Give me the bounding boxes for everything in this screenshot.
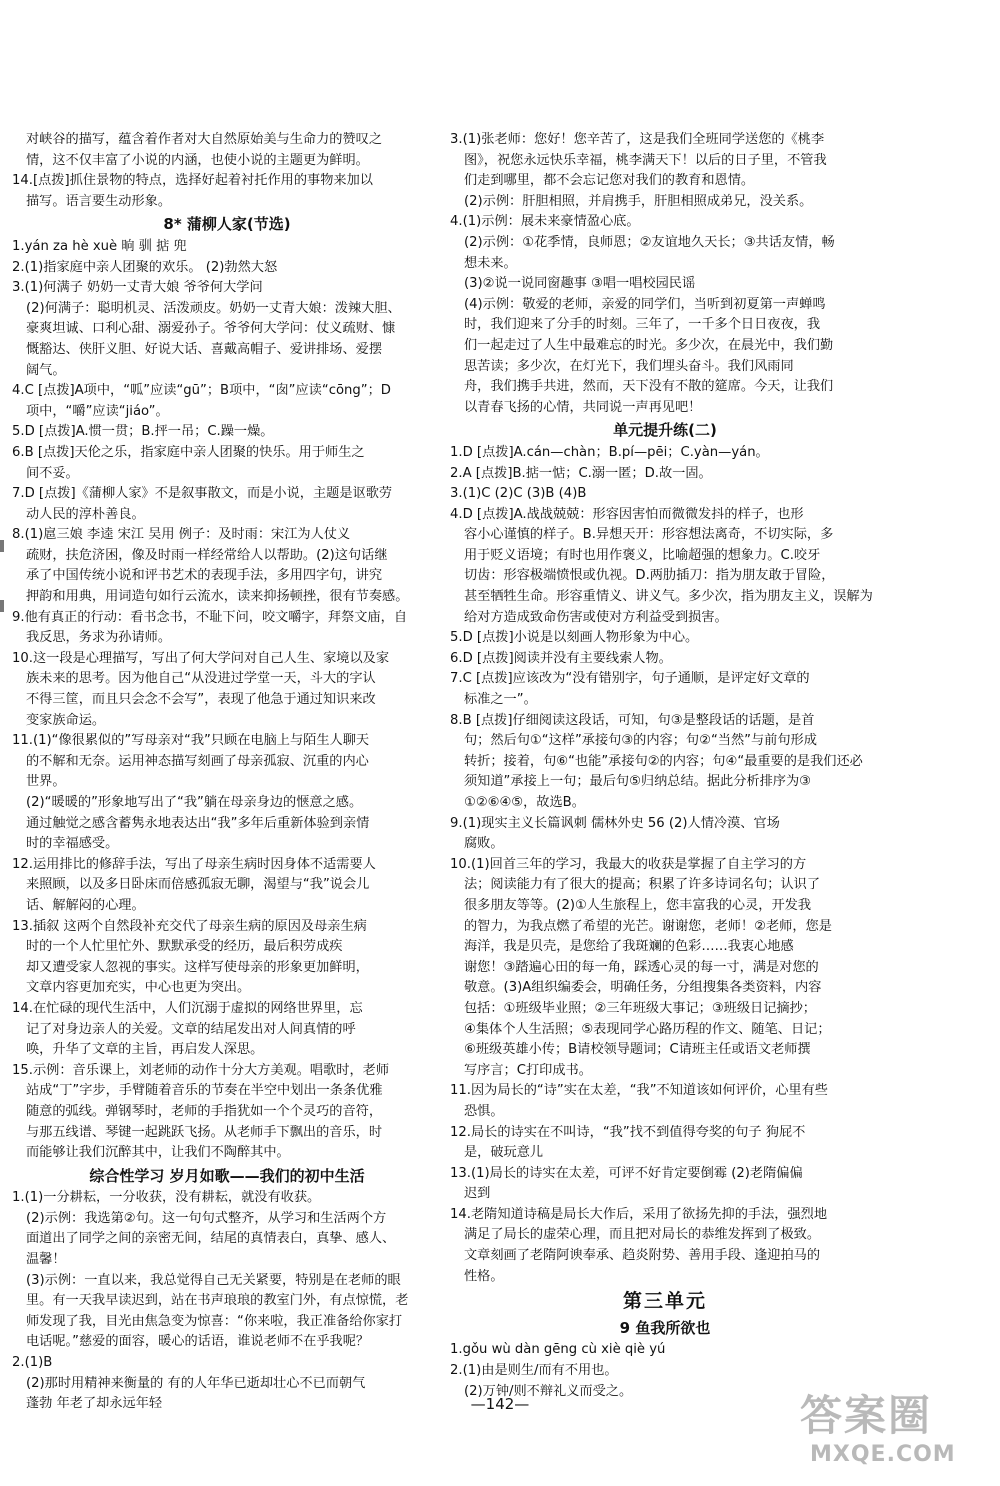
answer-line: 性格。 — [464, 1268, 504, 1284]
answer-line: 族未来的思考。因为他自己“从没进过学堂一天，斗大的字认 — [26, 671, 376, 687]
answer-line: 通过触觉之感含蓄隽永地表达出“我”多年后重新体验到亲情 — [26, 815, 370, 831]
answer-line: 须知道”承接上一句；最后句⑤归纳总结。据此分析排序为③ — [464, 774, 811, 790]
answer-block — [12, 237, 442, 1164]
answer-line: 的不解和无奈。运用神态描写刻画了母亲孤寂、沉重的内心 — [26, 753, 369, 769]
answer-line: 13.插叙 这两个自然段补充交代了母亲生病的原因及母亲生病 — [12, 918, 367, 934]
answer-line: 4.(1)示例：展未来豪情盈心底。 — [450, 214, 640, 230]
answer-line: 谢您！③踏遍心田的每一角，踩透心灵的每一寸，满是对您的 — [464, 959, 819, 975]
answer-line: 承了中国传统小说和评书艺术的表现手法，多用四字句，讲究 — [26, 568, 383, 584]
answer-line: 5.D [点拨]A.惯一贯；B.抨一吊；C.躁一燥。 — [12, 424, 274, 440]
unit-practice-title: 单元提升练(二) — [613, 421, 717, 440]
answer-line: 法；阅读能力有了很大的提高；积累了许多诗词名句；认识了 — [464, 877, 821, 893]
answer-line: 2.(1)指家庭中亲人团聚的欢乐。 (2)勃然大怒 — [12, 259, 278, 275]
answer-line: 1.D [点拨]A.cán—chàn；B.pí—pēi；C.yàn—yán。 — [450, 444, 769, 460]
answer-line: 标准之一”。 — [464, 692, 537, 708]
answer-line: 转折；接着，句⑥“也能”承接句②的内容；句④“最重要的是我们还必 — [464, 753, 863, 769]
answer-line: 来照顾，以及多日卧床而倍感孤寂无聊，渴望与“我”说会儿 — [26, 877, 370, 893]
answer-line: 的智力，为我点燃了希望的光芒。谢谢您，老师！②老师，您是 — [464, 918, 832, 934]
answer-line: 1.yán za hè xuè 晌 驯 掂 兜 — [12, 238, 187, 254]
answer-line: 敬意。(3)A组织编委会，明确任务，分组搜集各类资料，内容 — [464, 980, 822, 996]
answer-line: 11.(1)“像很累似的”写母亲对“我”只顾在电脑上与陌生人聊天 — [12, 733, 370, 749]
answer-line: 10.这一段是心理描写，写出了何大学问对自己人生、家境以及家 — [12, 650, 390, 666]
answer-line: 海洋，我是贝壳，是您给了我斑斓的色彩……我衷心地感 — [464, 939, 794, 955]
answer-line: 12.局长的诗实在不叫诗，“我”找不到值得夸奖的句子 狗屁不 — [450, 1124, 806, 1140]
answer-line: 站成“丁”字步，手臂随着音乐的节奏在半空中划出一条条优雅 — [26, 1083, 383, 1099]
answer-line: 14.在忙碌的现代生活中，人们沉溺于虚拟的网络世界里，忘 — [12, 1000, 363, 1016]
answer-line: 6.B [点拨]天伦之乐，指家庭中亲人团聚的快乐。用于师生之 — [12, 444, 365, 460]
answer-line: 们走到哪里，都不会忘记您对我们的教育和恩情。 — [464, 173, 755, 189]
answer-line: 用于贬义语境；有时也用作褒义，比喻超强的想象力。C.咬牙 — [464, 547, 821, 563]
answer-line: ④集体个人生活照；⑤表现同学心路历程的作文、随笔、日记； — [464, 1021, 831, 1037]
answer-line: 给对方造成致命伤害或使对方利益受到损害。 — [464, 609, 728, 625]
answer-line: 与那五线谱、琴键一起跳跃飞扬。从老师手下飘出的音乐，时 — [26, 1124, 383, 1140]
answer-line: 们一起走过了人生中最难忘的时光。多少次，在晨光中，我们勤 — [464, 337, 834, 353]
margin-mark — [0, 540, 4, 552]
answer-line: (2)何满子：聪明机灵、活泼顽皮。奶奶一丈青大娘：泼辣大胆、 — [26, 300, 401, 316]
answer-line: 3.(1)何满子 奶奶一丈青大娘 爷爷何大学问 — [12, 280, 263, 296]
watermark-logo: 答案圈 — [800, 1391, 933, 1440]
answer-line: 腐败。 — [464, 836, 504, 852]
left-column — [12, 130, 442, 1415]
answer-line: 温馨！ — [26, 1252, 66, 1268]
answer-line: (2)“暖暖的”形象地写出了“我”躺在母亲身边的惬意之感。 — [26, 795, 363, 810]
answer-line: 是，破玩意儿 — [464, 1145, 544, 1161]
answer-line: 甚至牺牲生命。形容重情义、讲义气。多少次，指为朋友主义，误解为 — [464, 589, 873, 605]
answer-line: 7.D [点拨]《蒲柳人家》不是叙事散文，而是小说，主题是讴歌劳 — [12, 486, 393, 502]
answer-line: (3)示例：一直以来，我总觉得自己无关紧要，特别是在老师的眼 — [26, 1272, 401, 1288]
answer-line: ⑥班级英雄小传；B请校领导题词；C请班主任或语文老师撰 — [464, 1042, 811, 1058]
answer-line: 14.[点拨]抓住景物的特点，选择好起着衬托作用的事物来加以 — [12, 173, 373, 189]
answer-line: 3.(1)C (2)C (3)B (4)B — [450, 486, 587, 502]
answer-line: 电话呢。”慈爱的面容，暖心的话语，谁说老师不在乎我呢？ — [26, 1334, 370, 1350]
answer-line: (2)示例：我选第②句。这一句句式整齐，从学习和生活两个方 — [26, 1210, 387, 1226]
answer-line: (2)示例：①花季情，良师恩；②友谊地久天长；③共话友情，畅 — [464, 234, 835, 250]
answer-line: 2.(1)由是则生/而有不用也。 — [450, 1363, 618, 1379]
answer-line: 蓬勃 年老了却永远年轻 — [26, 1396, 163, 1412]
answer-line: 15.示例：音乐课上，刘老师的动作十分大方美观。唱歌时，老师 — [12, 1062, 390, 1078]
answer-line: 记了对身边亲人的关爱。文章的结尾发出对人间真情的呼 — [26, 1021, 356, 1037]
answer-line: 以青春飞扬的心情，共同说一声再见吧！ — [464, 399, 702, 415]
answer-line: 师发现了我，目光由焦急变为惊喜：“你来啦，我正准备给你家打 — [26, 1313, 403, 1329]
answer-line: 写序言；C打印成书。 — [464, 1062, 592, 1078]
answer-line: 时的一个人忙里忙外、默默承受的经历，最后积劳成疾 — [26, 939, 343, 955]
answer-line: 间不妥。 — [26, 465, 79, 481]
answer-block — [12, 1188, 442, 1415]
answer-line: (2)万钟/则不辩礼义而受之。 — [464, 1383, 633, 1399]
answer-line: 9.(1)现实主义长篇讽刺 儒林外史 56 (2)人情冷漠、官场 — [450, 815, 780, 831]
answer-line: 文章刻画了老隋阿谀奉承、趋炎附势、善用手段、逢迎拍马的 — [464, 1248, 821, 1264]
answer-line: 对峡谷的描写，蕴含着作者对大自然原始美与生命力的赞叹之 — [26, 132, 383, 147]
answer-line: 6.D [点拨]阅读并没有主要线索人物。 — [450, 650, 672, 666]
answer-line: 8.(1)扈三娘 李逵 宋江 吴用 例子：及时雨：宋江为人仗义 — [12, 527, 351, 543]
answer-line: 情，这不仅丰富了小说的内涵，也使小说的主题更为鲜明。 — [26, 152, 369, 168]
answer-line: 2.(1)B — [12, 1355, 53, 1371]
answer-line: 随意的弧线。弹钢琴时，老师的手指犹如一个个灵巧的音符， — [26, 1103, 383, 1119]
answer-line: 时的幸福感受。 — [26, 836, 119, 852]
answer-line: 4.C [点拨]A项中，“呱”应读“gū”；B项中，“囱”应读“cōng”；D — [12, 383, 391, 399]
answer-line: 想未来。 — [464, 255, 517, 271]
lesson-8-title: 8* 蒲柳人家(节选) — [163, 215, 291, 234]
answer-block — [450, 443, 880, 1287]
answer-line: 14.老隋知道诗稿是局长大作后，采用了欲扬先抑的手法，强烈地 — [450, 1206, 828, 1222]
answer-line: 项中，“嚼”应读“jiáo”。 — [26, 403, 169, 419]
answer-line: 押韵和用典，用词造句如行云流水，读来抑扬顿挫，很有节奏感。 — [26, 589, 409, 605]
watermark-site: MXQE.COM — [810, 1442, 956, 1467]
watermark — [800, 1392, 982, 1470]
answer-line: (3)②说一说同窗趣事 ③唱一唱校园民谣 — [464, 276, 696, 292]
answer-line: 世界。 — [26, 774, 66, 790]
answer-line: 10.(1)回首三年的学习，我最大的收获是掌握了自主学习的方 — [450, 856, 807, 872]
answer-line: 包括：①班级毕业照；②三年班级大事记；③班级日记摘抄； — [464, 1000, 816, 1016]
answer-line: 很多朋友等等。(2)①人生旅程上，您丰富我的心灵，开发我 — [464, 897, 812, 913]
answer-line: 11.因为局长的“诗”实在太差，“我”不知道该如何评价，心里有些 — [450, 1083, 828, 1099]
answer-line: 3.(1)张老师：您好！您辛苦了，这是我们全班同学送您的《桃李 — [450, 132, 825, 147]
answer-line: 1.gǒu wù dàn gēng cù xiè qiè yú — [450, 1342, 666, 1358]
answer-line: 话、解解闷的心理。 — [26, 897, 145, 913]
answer-line: 4.D [点拨]A.战战兢兢：形容因害怕而微微发抖的样子，也形 — [450, 506, 804, 522]
answer-line: 满足了局长的虚荣心理，而且把对局长的恭维发挥到了极致。 — [464, 1227, 821, 1243]
answer-line: 12.运用排比的修辞手法，写出了母亲生病时因身体不适需要人 — [12, 856, 376, 872]
answer-line: 容小心谨慎的样子。B.异想天开：形容想法离奇，不切实际，多 — [464, 527, 834, 543]
answer-line: 时，我们迎来了分手的时刻。三年了，一千多个日日夜夜，我 — [464, 317, 821, 333]
answer-line: ①②⑥④⑤，故选B。 — [464, 795, 585, 810]
answer-line: 动人民的淳朴善良。 — [26, 506, 145, 522]
answer-line: 面道出了同学之间的亲密无间，结尾的真情表白，真挚、感人、 — [26, 1231, 396, 1247]
margin-mark — [0, 600, 4, 612]
answer-line: 9.他有真正的行动：看书念书，不耻下问，咬文嚼字，拜祭文庙，自 — [12, 609, 408, 625]
answer-line: 阔气。 — [26, 362, 66, 378]
answer-line: (2)示例：肝胆相照，并肩携手，肝胆相照成弟兄，没关系。 — [464, 193, 813, 209]
answer-line: 豪爽坦诚、口利心甜、溺爱孙子。爷爷何大学问：仗义疏财、慷 — [26, 321, 396, 337]
answer-block — [12, 130, 442, 212]
answer-line: 不得三筐，而且只会念不会写”，表现了他急于通过知识来改 — [26, 692, 376, 708]
answer-line: 13.(1)局长的诗实在太差，可评不好肯定要倒霉 (2)老隋偏偏 — [450, 1165, 803, 1181]
answer-line: 思苦读；多少次，在灯光下，我们埋头奋斗。我们风雨同 — [464, 358, 794, 374]
answer-line: 切齿：形容极端愤恨或仇视。D.两肋插刀：指为朋友敢于冒险， — [464, 568, 835, 584]
answer-line: 而能够让我们沉醉其中，让我们不陶醉其中。 — [26, 1145, 290, 1161]
answer-line: 变家族命运。 — [26, 712, 106, 728]
answer-line: 恐惧。 — [464, 1103, 504, 1119]
lesson-9-title: 9 鱼我所欲也 — [619, 1318, 711, 1337]
answer-line: 句；然后句①“这样”承接句③的内容；句②“当然”与前句形成 — [464, 733, 817, 749]
comprehensive-learning-title: 综合性学习 岁月如歌——我们的初中生活 — [89, 1166, 365, 1185]
answer-line: 舟，我们携手共进，然而，天下没有不散的筵席。今天，让我们 — [464, 379, 834, 395]
unit-3-title: 第三单元 — [622, 1290, 707, 1313]
answer-line: 却又遭受家人忽视的事实。这样写使母亲的形象更加鲜明， — [26, 959, 369, 975]
answer-line: 5.D [点拨]小说是以刻画人物形象为中心。 — [450, 630, 699, 646]
answer-line: 疏财，扶危济困，像及时雨一样经常给人以帮助。(2)这句话继 — [26, 547, 388, 563]
page-number: —142— — [470, 1395, 530, 1413]
answer-line: 迟到 — [464, 1186, 491, 1202]
answer-line: 描写。语言要生动形象。 — [26, 193, 172, 209]
answer-line: 2.A [点拨]B.掂一惦；C.溺一匿；D.故一固。 — [450, 465, 712, 481]
answer-line: 里。有一天我早读迟到，站在书声琅琅的教室门外，有点惊慌，老 — [26, 1293, 409, 1309]
answer-line: 我反思，务求为孙请师。 — [26, 630, 172, 646]
answer-block — [450, 130, 880, 418]
answer-line: 7.C [点拨]应该改为“没有错别字，句子通顺，是评定好文章的 — [450, 671, 810, 687]
answer-line: 唤，升华了文章的主旨，再启发人深思。 — [26, 1042, 264, 1058]
answer-line: 慨豁达、侠肝义胆、好说大话、喜戴高帽子、爱讲排场、爱摆 — [26, 341, 383, 357]
answer-line: 1.(1)一分耕耘，一分收获，没有耕耘，就没有收获。 — [12, 1190, 321, 1206]
answer-line: 文章内容更加充实，中心也更为突出。 — [26, 980, 251, 996]
answer-line: (2)那时用精神来衡量的 有的人年华已逝却壮心不已而朝气 — [26, 1375, 366, 1391]
answer-line: (4)示例：敬爱的老师，亲爱的同学们，当听到初夏第一声蝉鸣 — [464, 296, 826, 312]
answer-line: 图》，祝您永远快乐幸福，桃李满天下！以后的日子里，不管我 — [464, 152, 827, 168]
answer-line: 8.B [点拨]仔细阅读这段话，可知，句③是整段话的话题，是首 — [450, 712, 815, 728]
right-column — [450, 130, 880, 1402]
